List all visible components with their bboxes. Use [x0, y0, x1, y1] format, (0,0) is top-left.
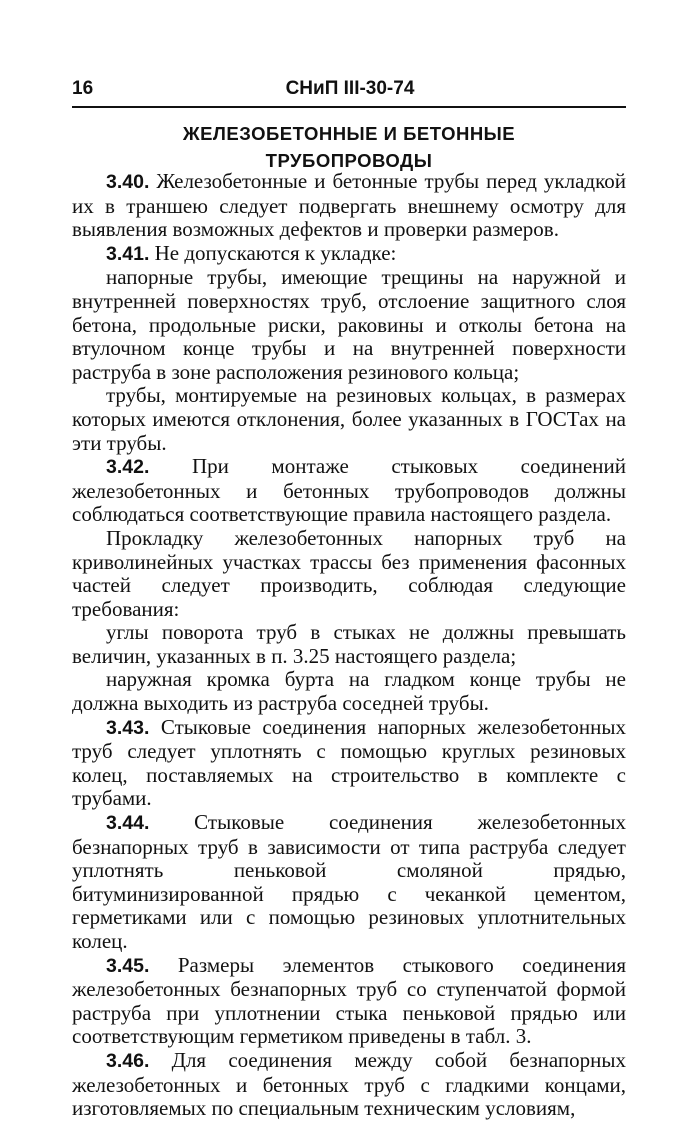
section-title — [72, 120, 626, 174]
clause-number: 3.43. — [106, 716, 150, 739]
document-code: СНиП III-30-74 — [285, 78, 415, 99]
paragraph-text: Прокладку железобетонных напорных труб на криволинейных участках трассы без применения фасонных частей следует производить, соблюдая следующие требования: — [72, 525, 626, 621]
paragraph — [72, 954, 626, 1049]
paragraph — [72, 170, 626, 242]
clause-number: 3.42. — [106, 456, 150, 479]
clause-number: 3.41. — [106, 242, 150, 265]
paragraph — [72, 621, 626, 668]
paragraph — [72, 668, 626, 715]
body-text — [72, 170, 626, 1121]
paragraph — [72, 527, 626, 621]
paragraph-text: напорные трубы, имеющие трещины на наружной и внутренней поверхностях труб, отслоение защитного слоя бетона, продольные риски, раковины и отколы бетона на втулочном конце трубы и на внутренней поверхности раструба в зоне расположения резинового кольца; — [72, 265, 626, 384]
paragraph-text: углы поворота труб в стыках не должны превышать величин, указанных в п. 3.25 настоящего раздела; — [72, 620, 626, 668]
paragraph-text: Размеры элементов стыкового соединения железобетонных безнапорных труб со ступенчатой формой раструба при уплотнении стыка пеньковой прядью или соответствующим герметиком приведены в табл. 3. — [72, 952, 626, 1049]
paragraph-text: наружная кромка бурта на гладком конце трубы не должна выходить из раструба соседней трубы. — [72, 667, 626, 716]
paragraph-text: Для соединения между собой безнапорных железобетонных и бетонных труб с гладкими концами, изготовляемых по специальным техническим условиям, — [72, 1047, 626, 1121]
paragraph-text: Стыковые соединения железобетонных безнапорных труб в зависимости от типа раструба следует уплотнять пеньковой смоляной прядью, битуминизированной прядью с чеканкой цементом, герметиками или с помощью резиновых уплотнительных колец. — [72, 810, 626, 953]
clause-number: 3.44. — [106, 812, 150, 835]
section-title-line: ЖЕЛЕЗОБЕТОННЫЕ И БЕТОННЫЕ — [182, 123, 516, 144]
paragraph-text: трубы, монтируемые на резиновых кольцах, в размерах которых имеются отклонения, более указанных в ГОСТах на эти трубы. — [72, 383, 626, 455]
paragraph — [72, 811, 626, 954]
paragraph-text: При монтаже стыковых соединений железобетонных и бетонных трубопроводов должны соблюдаться соответствующие правила настоящего раздела. — [72, 454, 627, 527]
header-rule — [72, 106, 626, 108]
paragraph — [72, 384, 626, 455]
paragraph — [72, 1049, 626, 1121]
page-number: 16 — [72, 78, 94, 99]
paragraph — [72, 266, 626, 384]
paragraph-text: Стыковые соединения напорных железобетонных труб следует уплотнять с помощью круглых резиновых колец, поставляемых на строительство в комплекте с трубами. — [72, 714, 627, 811]
paragraph-text: Железобетонные и бетонные трубы перед укладкой их в траншею следует подвергать внешнему осмотру для выявления возможных дефектов и проверки размеров. — [72, 169, 626, 242]
paragraph — [72, 455, 626, 527]
paragraph-text: Не допускаются к укладке: — [154, 240, 397, 265]
section-title-line: ТРУБОПРОВОДЫ — [265, 150, 433, 171]
page-header — [72, 78, 628, 102]
paragraph — [72, 716, 626, 811]
clause-number: 3.45. — [106, 954, 150, 977]
paragraph — [72, 242, 626, 267]
clause-number: 3.40. — [106, 171, 150, 193]
clause-number: 3.46. — [106, 1049, 150, 1072]
